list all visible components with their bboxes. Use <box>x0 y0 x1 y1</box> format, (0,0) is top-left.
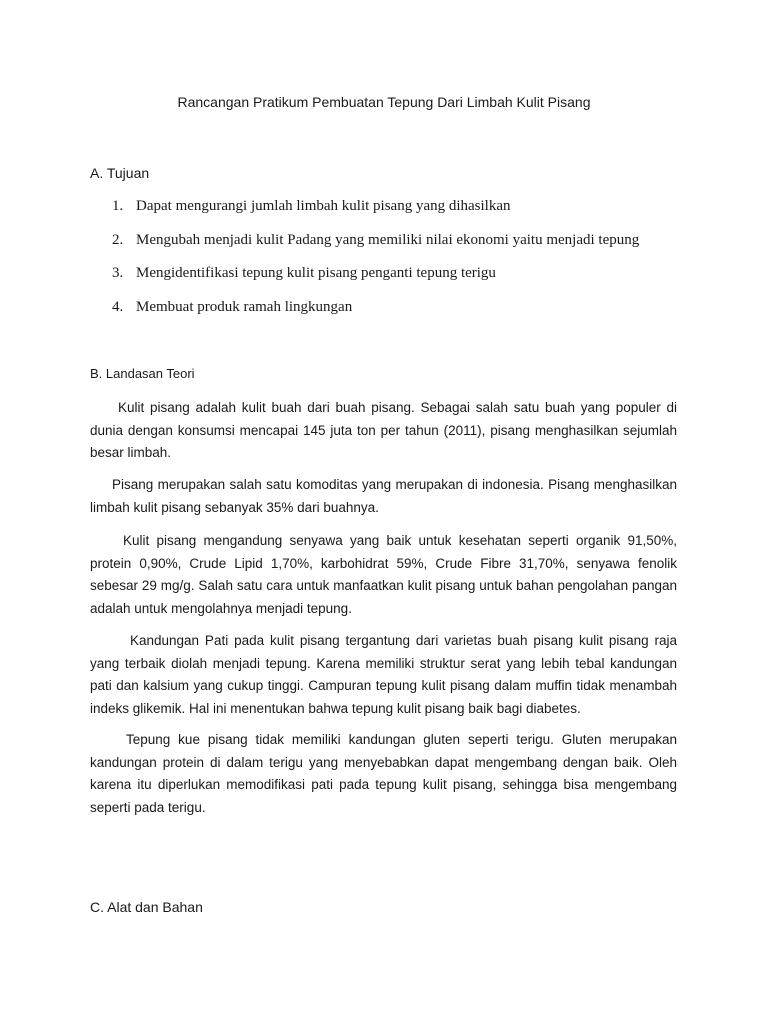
paragraph: Kandungan Pati pada kulit pisang tergantung dari varietas buah pisang kulit pisang raja yang terbaik diolah menjadi tepung. Karena memiliki struktur serat yang lebih tebal kandungan pati dan kalsium yang cukup tinggi. Campuran tepung kulit pisang dalam muffin tidak menambah indeks glikemik. Hal ini menentukan bahwa tepung kulit pisang baik bagi diabetes. <box>90 633 677 716</box>
section-a-heading: A. Tujuan <box>90 165 150 181</box>
list-item-number: 4. <box>112 298 124 315</box>
paragraph: Pisang merupakan salah satu komoditas yang merupakan di indonesia. Pisang menghasilkan limbah kulit pisang sebanyak 35% dari buahnya. <box>90 477 677 515</box>
paragraph: Kulit pisang mengandung senyawa yang baik untuk kesehatan seperti organik 91,50%, protein 0,90%, Crude Lipid 1,70%, karbohidrat 59%, Crude Fibre 31,70%, senyawa fenolik sebesar 29 mg/g. Salah satu cara untuk manfaatkan kulit pisang untuk bahan pengolahan pangan adalah untuk mengolahnya menjadi tepung. <box>90 533 677 616</box>
document-title: Rancangan Pratikum Pembuatan Tepung Dari Limbah Kulit Pisang <box>177 94 591 110</box>
list-item <box>90 263 690 297</box>
section-c-heading: C. Alat dan Bahan <box>90 899 203 915</box>
paragraph: Kulit pisang adalah kulit buah dari buah pisang. Sebagai salah satu buah yang populer di dunia dengan konsumsi mencapai 145 juta ton per tahun (2011), pisang menghasilkan sejumlah besar limbah. <box>90 400 677 460</box>
list-item-text: Membuat produk ramah lingkungan <box>136 298 353 315</box>
list-item-text: Dapat mengurangi jumlah limbah kulit pisang yang dihasilkan <box>136 198 511 214</box>
list-item-number: 2. <box>112 231 124 248</box>
list-item-text: Mengidentifikasi tepung kulit pisang penganti tepung terigu <box>136 265 496 281</box>
list-item <box>90 196 690 230</box>
paragraph: Tepung kue pisang tidak memiliki kandungan gluten seperti terigu. Gluten merupakan kandungan protein di dalam terigu yang menyebabkan dapat mengembang dengan baik. Oleh karena itu diperlukan memodifikasi pati pada tepung kulit pisang, sehingga bisa mengembang seperti pada terigu. <box>90 732 677 815</box>
objectives-list <box>90 196 690 330</box>
list-item-text: Mengubah menjadi kulit Padang yang memiliki nilai ekonomi yaitu menjadi tepung <box>136 231 640 248</box>
list-item <box>90 297 690 331</box>
section-b-heading: B. Landasan Teori <box>90 366 195 381</box>
list-item-number: 1. <box>112 198 124 214</box>
list-item <box>90 230 690 264</box>
list-item-number: 3. <box>112 265 124 281</box>
